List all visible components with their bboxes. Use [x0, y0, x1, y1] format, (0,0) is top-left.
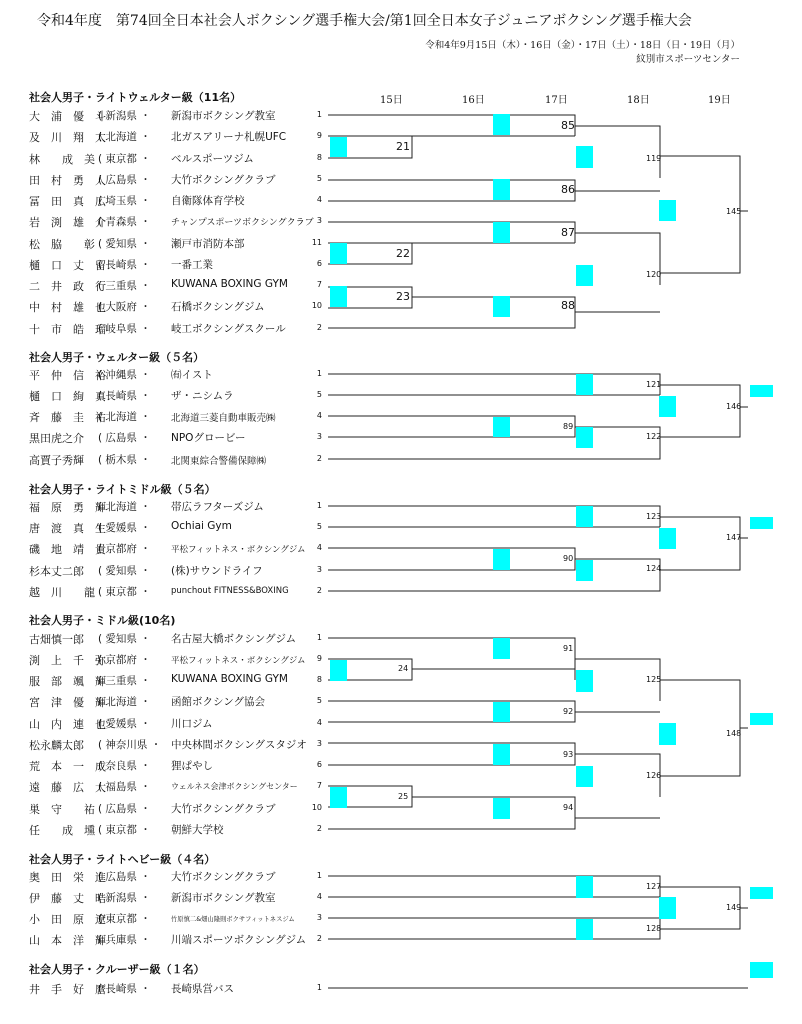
boxer-team: KUWANA BOXING GYM — [171, 278, 288, 290]
boxer-name: 大 浦 優 斗 — [29, 110, 106, 123]
result-highlight — [330, 660, 347, 681]
day-label-19: 19日 — [708, 95, 731, 106]
result-highlight — [750, 713, 773, 725]
bout-number: 147 — [726, 533, 742, 542]
boxer-team: Ochiai Gym — [171, 520, 232, 532]
boxer-prefecture: ( 東京都 ・ — [98, 913, 151, 925]
boxer-team: (株)サウンドライフ — [171, 565, 263, 577]
boxer-prefecture: ( 広島県 ・ — [98, 174, 151, 186]
boxer-prefecture: ( 愛知県 ・ — [98, 238, 151, 250]
result-highlight — [750, 385, 773, 397]
draw-number: 3 — [316, 913, 322, 922]
document-title: 令和4年度 第74回全日本社会人ボクシング選手権大会/第1回全日本女子ジュニアボクシング選手権大会 — [37, 13, 692, 29]
boxer-name: 田 村 勇 人 — [29, 174, 106, 187]
boxer-name: 松永麟太郎 — [29, 739, 84, 752]
event-dates: 令和4年9月15日（木）・16日（金）・17日（土）・18日（日・19日（月） — [425, 40, 740, 51]
boxer-team: 新潟市ボクシング教室 — [171, 110, 276, 122]
boxer-prefecture: ( 埼玉県 ・ — [98, 195, 151, 207]
result-highlight — [576, 265, 593, 286]
boxer-team: 自衛隊体育学校 — [171, 195, 245, 207]
draw-number: 5 — [316, 390, 322, 399]
boxer-team: 川口ジム — [171, 718, 213, 730]
boxer-name: 磯 地 靖 貴 — [29, 543, 106, 556]
boxer-team: 北海道三菱自動車販売㈱ — [171, 413, 276, 424]
result-highlight — [493, 222, 510, 243]
boxer-team: NPOグロービー — [171, 432, 246, 444]
boxer-prefecture: ( 北海道 ・ — [98, 696, 151, 708]
draw-number: 3 — [316, 565, 322, 574]
draw-number: 3 — [316, 216, 322, 225]
bout-number: 23 — [396, 290, 410, 303]
boxer-team: KUWANA BOXING GYM — [171, 673, 288, 685]
boxer-prefecture: ( 広島県 ・ — [98, 432, 151, 444]
result-highlight — [576, 560, 593, 581]
draw-number: 6 — [316, 760, 322, 769]
boxer-team: 狸ぱやし — [171, 760, 213, 772]
bout-number: 92 — [563, 707, 574, 716]
result-highlight — [576, 146, 593, 168]
boxer-name: 福 原 勇 輝 — [29, 501, 106, 514]
draw-number: 9 — [316, 131, 322, 140]
boxer-name: 高賈子秀輝 — [29, 454, 84, 467]
boxer-prefecture: ( 北海道 ・ — [98, 411, 151, 423]
boxer-team: ベルスポーツジム — [171, 153, 254, 165]
boxer-name: 井 手 好 麿 — [29, 983, 106, 996]
boxer-name: 樋 口 絢 真 — [29, 390, 106, 403]
result-highlight — [330, 787, 347, 808]
boxer-name: 小 田 原 遼 — [29, 913, 106, 926]
boxer-prefecture: ( 愛知県 ・ — [98, 633, 151, 645]
draw-number: 1 — [316, 369, 322, 378]
boxer-prefecture: ( 三重県 ・ — [98, 280, 151, 292]
boxer-prefecture: ( 兵庫県 ・ — [98, 934, 151, 946]
boxer-name: 及 川 翔 太 — [29, 131, 106, 144]
result-highlight — [659, 528, 676, 549]
boxer-team: 新潟市ボクシング教室 — [171, 892, 276, 904]
boxer-prefecture: ( 新潟県 ・ — [98, 892, 151, 904]
result-highlight — [750, 962, 773, 978]
bout-number: 146 — [726, 402, 742, 411]
result-highlight — [576, 427, 593, 448]
result-highlight — [493, 744, 510, 765]
boxer-name: 斉 藤 圭 祐 — [29, 411, 106, 424]
boxer-name: 遠 藤 広 大 — [29, 781, 106, 794]
boxer-prefecture: ( 栃木県 ・ — [98, 454, 151, 466]
draw-number: 1 — [316, 871, 322, 880]
boxer-name: 巣 守 祐 — [29, 803, 95, 816]
boxer-team: ㈲イスト — [171, 369, 213, 381]
result-highlight — [576, 670, 593, 692]
boxer-team: 函館ボクシング協会 — [171, 696, 266, 708]
draw-number: 4 — [316, 892, 322, 901]
boxer-team: 中央林間ボクシングスタジオ — [171, 739, 307, 751]
boxer-prefecture: ( 東京都 ・ — [98, 824, 151, 836]
bout-number: 120 — [646, 270, 662, 279]
bout-number: 22 — [396, 247, 410, 260]
boxer-team: 竹原慎二&畑山隆則ボクサフィットネスジム — [171, 916, 295, 923]
boxer-name: 二 井 政 行 — [29, 280, 106, 293]
draw-number: 1 — [316, 501, 322, 510]
day-label-16: 16日 — [462, 95, 485, 106]
draw-number: 7 — [316, 280, 322, 289]
boxer-team: 岐工ボクシングスクール — [171, 323, 286, 335]
draw-number: 2 — [316, 454, 322, 463]
boxer-prefecture: ( 大阪府 ・ — [98, 301, 151, 313]
boxer-team: 北ガスアリーナ札幌UFC — [171, 131, 287, 143]
boxer-prefecture: ( 京都府 ・ — [98, 543, 151, 555]
boxer-name: 荒 本 一 成 — [29, 760, 106, 773]
boxer-team: 長崎県営バス — [171, 983, 234, 995]
result-highlight — [493, 296, 510, 317]
boxer-prefecture: ( 福島県 ・ — [98, 781, 151, 793]
bout-number: 127 — [646, 882, 662, 891]
result-highlight — [493, 417, 510, 437]
result-highlight — [659, 723, 676, 745]
bout-number: 25 — [398, 792, 409, 801]
draw-number: 2 — [316, 824, 322, 833]
draw-number: 1 — [316, 633, 322, 642]
draw-number: 5 — [316, 696, 322, 705]
boxer-prefecture: ( 北海道 ・ — [98, 131, 151, 143]
result-highlight — [576, 506, 593, 527]
result-highlight — [493, 702, 510, 722]
draw-number: 4 — [316, 195, 322, 204]
draw-number: 7 — [316, 781, 322, 790]
draw-number: 3 — [316, 432, 322, 441]
bout-number: 145 — [726, 207, 742, 216]
draw-number: 1 — [316, 110, 322, 119]
boxer-prefecture: ( 広島県 ・ — [98, 871, 151, 883]
boxer-prefecture: ( 青森県 ・ — [98, 216, 151, 228]
boxer-name: 山 内 連 也 — [29, 718, 106, 731]
bout-number: 123 — [646, 512, 662, 521]
bout-number: 85 — [561, 119, 575, 132]
boxer-name: 林 成 美 — [29, 153, 95, 166]
result-highlight — [576, 766, 593, 787]
boxer-prefecture: ( 京都府 ・ — [98, 654, 151, 666]
bout-number: 122 — [646, 432, 662, 441]
draw-number: 2 — [316, 934, 322, 943]
bout-number: 124 — [646, 564, 662, 573]
bout-number: 149 — [726, 903, 742, 912]
boxer-prefecture: ( 長崎県 ・ — [98, 983, 151, 995]
boxer-name: 宮 津 優 輝 — [29, 696, 106, 709]
result-highlight — [659, 200, 676, 221]
boxer-team: 石橋ボクシングジム — [171, 301, 265, 313]
boxer-name: 十 市 皓 瑠 — [29, 323, 106, 336]
boxer-name: 任 成 壎 — [29, 824, 95, 837]
draw-number: 5 — [316, 522, 322, 531]
bout-number: 125 — [646, 675, 662, 684]
draw-number: 4 — [316, 543, 322, 552]
boxer-team: チャンプスポーツボクシングクラブ — [171, 218, 314, 228]
boxer-prefecture: ( 東京都 ・ — [98, 153, 151, 165]
bout-number: 126 — [646, 771, 662, 780]
boxer-team: 大竹ボクシングクラブ — [171, 174, 276, 186]
bout-number: 128 — [646, 924, 662, 933]
result-highlight — [493, 179, 510, 200]
draw-number: 4 — [316, 718, 322, 727]
boxer-prefecture: ( 新潟県 ・ — [98, 110, 151, 122]
category-title: 社会人男子・クルーザー級（１名） — [29, 963, 205, 976]
draw-number: 10 — [311, 301, 322, 310]
bout-number: 89 — [563, 422, 574, 431]
boxer-name: 平 仲 信 裕 — [29, 369, 106, 382]
boxer-name: 伊 藤 丈 晧 — [29, 892, 106, 905]
boxer-prefecture: ( 愛媛県 ・ — [98, 522, 151, 534]
boxer-team: 大竹ボクシングクラブ — [171, 803, 276, 815]
boxer-name: 杉本丈二郎 — [29, 565, 84, 578]
boxer-team: 名古屋大橋ボクシングジム — [171, 633, 297, 645]
boxer-prefecture: ( 奈良県 ・ — [98, 760, 151, 772]
boxer-team: 帯広ラフターズジム — [171, 501, 264, 513]
event-venue: 紋別市スポーツセンター — [636, 54, 740, 65]
bout-number: 94 — [563, 803, 574, 812]
boxer-prefecture: ( 東京都 ・ — [98, 586, 151, 598]
boxer-team: 平松フィットネス・ボクシングジム — [171, 656, 306, 666]
bout-number: 86 — [561, 183, 575, 196]
bout-number: 24 — [398, 664, 409, 673]
draw-number: 1 — [316, 983, 322, 992]
draw-number: 9 — [316, 654, 322, 663]
draw-number: 2 — [316, 323, 322, 332]
result-highlight — [330, 286, 347, 307]
bout-number: 91 — [563, 644, 574, 653]
boxer-prefecture: ( 広島県 ・ — [98, 803, 151, 815]
result-highlight — [576, 876, 593, 898]
draw-number: 11 — [311, 238, 322, 247]
result-highlight — [659, 897, 676, 919]
boxer-team: 大竹ボクシングクラブ — [171, 871, 276, 883]
boxer-name: 黒田虎之介 — [29, 432, 84, 445]
boxer-prefecture: ( 三重県 ・ — [98, 675, 151, 687]
boxer-team: 一番工業 — [171, 259, 213, 271]
boxer-name: 中 村 雄 也 — [29, 301, 106, 314]
bout-number: 87 — [561, 226, 575, 239]
boxer-name: 樋 口 丈 留 — [29, 259, 106, 272]
result-highlight — [493, 549, 510, 570]
boxer-name: 松 脇 彰 — [29, 238, 95, 251]
boxer-prefecture: ( 神奈川県 ・ — [98, 739, 162, 751]
category-title: 社会人男子・ウェルター級（５名） — [29, 351, 205, 364]
day-label-15: 15日 — [380, 95, 403, 106]
boxer-team: 瀬戸市消防本部 — [171, 238, 245, 250]
result-highlight — [493, 114, 510, 135]
boxer-team: 川端スポーツボクシングジム — [171, 934, 307, 946]
boxer-team: ザ・ニシムラ — [171, 390, 234, 402]
category-title: 社会人男子・ライトヘビー級（４名） — [29, 853, 216, 866]
bout-number: 90 — [563, 554, 574, 563]
bout-number: 121 — [646, 380, 662, 389]
draw-number: 4 — [316, 411, 322, 420]
draw-number: 8 — [316, 153, 322, 162]
category-title: 社会人男子・ライトミドル級（５名） — [29, 483, 216, 496]
day-label-17: 17日 — [545, 95, 568, 106]
boxer-name: 岩 渕 雄 介 — [29, 216, 106, 229]
result-highlight — [750, 517, 773, 529]
day-label-18: 18日 — [627, 95, 650, 106]
boxer-prefecture: ( 長崎県 ・ — [98, 259, 151, 271]
result-highlight — [576, 374, 593, 395]
result-highlight — [493, 798, 510, 819]
bout-number: 88 — [561, 299, 575, 312]
bout-number: 21 — [396, 140, 410, 153]
boxer-team: 北関東綜合警備保障㈱ — [171, 456, 267, 467]
draw-number: 5 — [316, 174, 322, 183]
draw-number: 8 — [316, 675, 322, 684]
draw-number: 6 — [316, 259, 322, 268]
draw-number: 3 — [316, 739, 322, 748]
boxer-prefecture: ( 沖縄県 ・ — [98, 369, 151, 381]
boxer-team: 平松フィットネス・ボクシングジム — [171, 545, 306, 555]
draw-number: 10 — [311, 803, 322, 812]
result-highlight — [493, 638, 510, 659]
boxer-name: 服 部 颯 輝 — [29, 675, 106, 688]
result-highlight — [750, 887, 773, 899]
result-highlight — [576, 919, 593, 940]
result-highlight — [330, 243, 347, 264]
boxer-name: 渕 上 千 弥 — [29, 654, 106, 667]
boxer-name: 冨 田 真 広 — [29, 195, 106, 208]
boxer-prefecture: ( 北海道 ・ — [98, 501, 151, 513]
category-title: 社会人男子・ミドル級(10名) — [29, 614, 176, 627]
bout-number: 93 — [563, 750, 574, 759]
boxer-name: 唐 渡 真 生 — [29, 522, 106, 535]
boxer-prefecture: ( 愛知県 ・ — [98, 565, 151, 577]
bout-number: 119 — [646, 154, 662, 163]
boxer-name: 古畑慎一郎 — [29, 633, 84, 646]
bout-number: 148 — [726, 729, 742, 738]
result-highlight — [659, 396, 676, 417]
boxer-prefecture: ( 長崎県 ・ — [98, 390, 151, 402]
boxer-name: 奥 田 栄 進 — [29, 871, 106, 884]
boxer-team: 朝鮮大学校 — [171, 824, 224, 836]
category-title: 社会人男子・ライトウェルター級（11名） — [29, 91, 242, 104]
boxer-name: 越 川 龍 — [29, 586, 95, 599]
boxer-team: ウェルネス会津ボクシングセンター — [171, 782, 298, 791]
boxer-name: 山 本 洋 輝 — [29, 934, 106, 947]
boxer-team: punchout FITNESS&BOXING — [171, 586, 289, 596]
boxer-prefecture: ( 岐阜県 ・ — [98, 323, 151, 335]
boxer-prefecture: ( 愛媛県 ・ — [98, 718, 151, 730]
result-highlight — [330, 137, 347, 157]
draw-number: 2 — [316, 586, 322, 595]
